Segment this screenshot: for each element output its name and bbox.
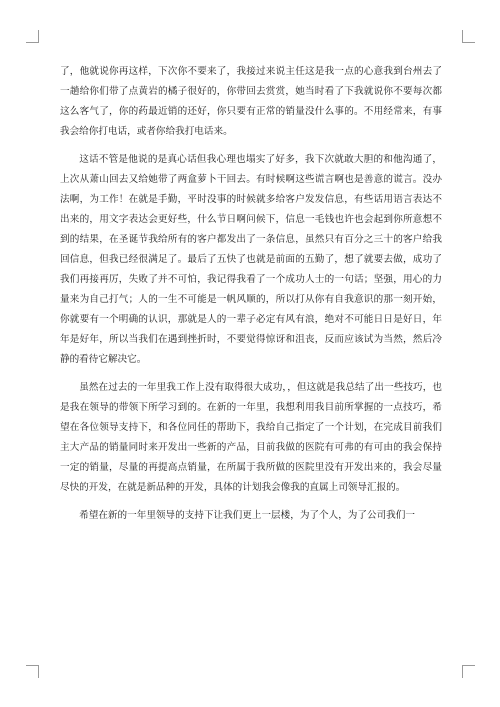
paragraph-2: 这话不管是他说的是真心话但我心理也塌实了好多，我下次就敢大胆的和他沟通了，上次从萧山回去又给她带了两盒萝卜干回去。有时候啊这些谎言啊也是善意的谎言。没办法啊，为工作！在就是手勤，平时没事的时候就多给客户发发信息，有些话用语言表达不出来的，用文字表达会更好些，什么节日啊问候下，信息一毛钱也许也会起到你所意想不到的结果，在圣诞节我给所有的客户都发出了一条信息，虽然只有百分之三十的客户给我回信息，但我已经很满足了。最后了五快了也就是前面的五勤了，想了就要去做，成功了我们再接再厉，失败了并不可怕，我记得我看了一个成功人士的一句话；坚强，用心的力量来为自己打气；人的一生不可能是一帆风顺的，所以打从你有自我意识的那一刻开始，你就要有一个明确的认识，那就是人的一辈子必定有风有浪，绝对不可能日日是好日，年年是好年，所以当我们在遇到挫折时，不要觉得惊讶和沮丧，反而应该试为当然，然后冷静的看待它解决它。 bbox=[60, 154, 442, 365]
crop-mark-bottom-left bbox=[26, 665, 39, 678]
paragraph-3: 虽然在过去的一年里我工作上没有取得很大成功，，但这就是我总结了出一些技巧，也是我在领导的带领下所学习到的。在新的一年里，我想利用我目前所掌握的一点技巧，希望在各位领导支持下，和各位同任的帮助下，我给自己指定了一个计划，在完成目前我们主大产品的销量同时来开发出一些新的产品，目前我做的医院有可弗的有可由的我会保持一定的销量，尽量的再提高点销量，在所属于我所做的医院里没有开发出来的，我会尽量尽快的开发，在就是新品种的开发，具体的计划我会像我的直属上司领导汇报的。 bbox=[60, 382, 442, 493]
body-text bbox=[60, 62, 442, 534]
crop-mark-top-left bbox=[26, 30, 39, 43]
crop-mark-top-right bbox=[462, 30, 475, 43]
crop-mark-bottom-right bbox=[462, 665, 475, 678]
paragraph-1: 了，他就说你再这样，下次你不要来了，我接过来说主任这是我一点的心意我到台州去了一趟给你们带了点黄岩的橘子很好的，你带回去赏赏，她当时看了下我就说你不要每次都这么客气了，你的药最近销的还好，你只要有正常的销量没什么事的。不用经常来，有事我会给你打电话，或者你给我打电话来。 bbox=[60, 66, 442, 137]
paragraph-4: 希望在新的一年里领导的支持下让我们更上一层楼，为了个人，为了公司我们一 bbox=[79, 510, 415, 521]
